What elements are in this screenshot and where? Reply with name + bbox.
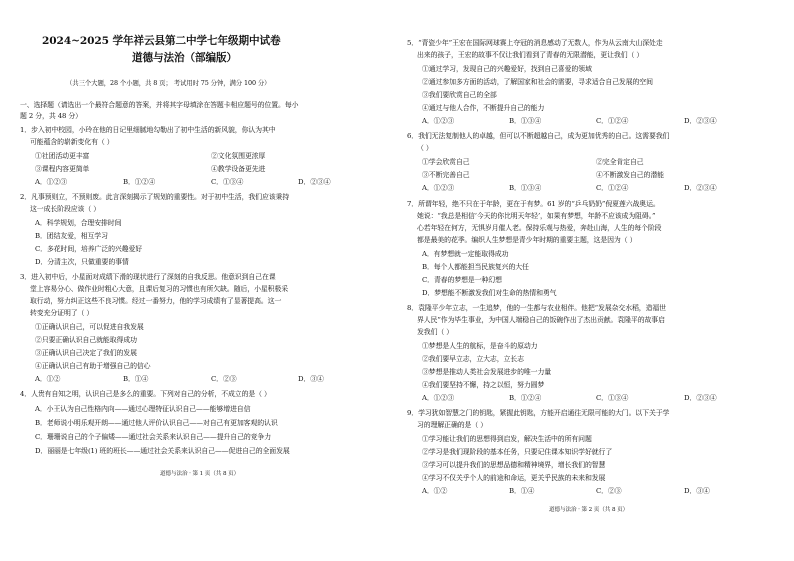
q4-option-b[interactable]: B．老师说小明乐观开朗——通过他人评价认识自己——对自己有更加客观的认识 (35, 419, 278, 427)
q5-option-a[interactable]: A．①②③ (422, 117, 455, 125)
q7-stem: 她说：“我总是相信‘今天的你比明天年轻’，如果有梦想，年龄不应该成为阻碍。” (417, 212, 656, 220)
exam-meta: （共三个大题，28 个小题，共 8 页； 考试用时 75 分钟，满分 100 分） (66, 79, 271, 87)
q1-option-a[interactable]: A．①②③ (35, 178, 68, 186)
q3-stem: 取行动，努力纠正这些不良习惯。经过一番努力，他的学习成绩有了显著提高。这一 (30, 297, 282, 305)
q4-option-d[interactable]: D．丽丽是七年级(1) 班的班长——通过社会关系来认识自己——促进自己的全面发展 (35, 447, 290, 455)
q3-option-b[interactable]: B．①④ (123, 375, 149, 383)
q1-statement: ②文化氛围更浓厚 (211, 152, 266, 160)
q8-stem: 发我们（ ） (417, 328, 454, 336)
section-1-heading-cont: 题 2 分，共 48 分） (20, 112, 82, 120)
q5-option-d[interactable]: D．②③④ (684, 117, 717, 125)
q6-statement: ③不断完善自己 (422, 171, 470, 179)
q1-option-b[interactable]: B．①②④ (123, 178, 156, 186)
q9-statement: ④学习不仅关乎个人的前途和命运，更关乎民族的未来和发展 (422, 474, 606, 482)
q2-stem: 2．凡事预则立，不预则废。此言深刻揭示了规划的重要性。对于初中生活，我们应该秉持 (20, 193, 290, 201)
q5-statement: ③我们要欣赏自己的全部 (422, 91, 497, 99)
exam-subtitle: 道德与法治（部编版） (132, 52, 237, 64)
q7-option-d[interactable]: D．梦想能不断激发我们对生命的热情和勇气 (422, 289, 557, 297)
q2-option-a[interactable]: A．科学规划，合理安排时间 (35, 219, 122, 227)
q7-stem: 心若年轻在何方，无惧岁月催人老。保持乐观与热爱，奔赴山海，人生的每个阶段 (417, 224, 662, 232)
q6-statement: ②完全肯定自己 (596, 158, 644, 166)
q7-stem: 都是最美的花季。编织人生梦想是青少年时期的重要主题，这是因为（ ） (417, 236, 637, 244)
q7-option-b[interactable]: B．每个人都能担当民族复兴的大任 (422, 263, 529, 271)
page-footer: 道德与法治 · 第 1 页（共 8 页） (160, 471, 240, 477)
q3-statement: ①正确认识自己，可以促进自我发展 (35, 323, 144, 331)
q6-statement: ①学会欣赏自己 (422, 158, 470, 166)
q9-statement: ③学习可以提升我们的思想品德和精神境界，增长我们的智慧 (422, 461, 606, 469)
q8-stem: 界人民”作为毕生事业，为中国人端稳自己的饭碗作出了杰出贡献。袁隆平的故事启 (417, 316, 665, 324)
q8-option-a[interactable]: A．①②③ (422, 394, 455, 402)
q1-stem: 可能蕴含的崭新变化有（ ） (30, 138, 114, 146)
q8-statement: ①梦想是人生的航标，是奋斗的原动力 (422, 342, 538, 350)
q8-option-b[interactable]: B．①②④ (509, 394, 542, 402)
q6-stem: （ ） (417, 144, 433, 152)
q8-option-c[interactable]: C．①③④ (596, 394, 629, 402)
q3-option-c[interactable]: C．②③ (211, 375, 237, 383)
q3-statement: ③正确认识自己决定了我们的发展 (35, 349, 137, 357)
page-footer: 道德与法治 · 第 2 页（共 8 页） (549, 507, 629, 513)
q3-statement: ④正确认识自己有助于增强自己的信心 (35, 362, 151, 370)
q3-stem: 转变充分证明了（ ） (30, 309, 94, 317)
q3-stem: 3．进入初中后，小星面对成绩下滑的现状进行了深刻的自我反思。他意识到自己在课 (20, 273, 276, 281)
q9-stem: 习的理解正确的是（ ） (417, 421, 487, 429)
q5-stem: 5．“青瓷少年”王宏在国际网球赛上夺冠的消息感动了无数人，作为从云南大山深处走 (407, 39, 663, 47)
q5-stem: 出来的孩子，王宏的故事不仅让我们看到了青春的无限潜能，更让我们（ ） (417, 51, 644, 59)
q6-option-d[interactable]: D．②③④ (684, 184, 717, 192)
q8-stem: 8．袁隆平少年立志，一生追梦，他的一生都与农业相伴。他把“发展杂交水稻，造福世 (407, 304, 666, 312)
q2-option-b[interactable]: B．团结友爱，相互学习 (35, 232, 108, 240)
q4-option-c[interactable]: C．珊珊说自己的个子偏矮——通过社会关系来认识自己——提升自己的竞争力 (35, 433, 272, 441)
q5-statement: ①通过学习，发现自己的兴趣爱好，找到自己喜爱的领域 (422, 65, 592, 73)
q4-stem: 4．人贵有自知之明，认识自己是多么的重要。下列对自己的分析，不成立的是（ ） (20, 390, 271, 398)
q1-statement: ④教学设备更先进 (211, 165, 266, 173)
q6-option-c[interactable]: C．①②④ (596, 184, 629, 192)
q3-option-a[interactable]: A．①② (35, 375, 61, 383)
q2-option-c[interactable]: C．多花时间，培养广泛的兴趣爱好 (35, 245, 143, 253)
exam-page-2 (397, 0, 794, 561)
q7-option-c[interactable]: C．青春的梦想是一种幻想 (422, 276, 502, 284)
q1-option-d[interactable]: D．②③④ (298, 178, 331, 186)
q9-statement: ①学习能让我们的思想得到启发，解决生活中的所有问题 (422, 435, 592, 443)
q1-statement: ①社团活动更丰富 (35, 152, 90, 160)
q7-option-a[interactable]: A．有梦想就一定能取得成功 (422, 250, 509, 258)
q5-option-b[interactable]: B．①③④ (509, 117, 542, 125)
q8-statement: ③梦想是推动人类社会发展进步的唯一力量 (422, 368, 552, 376)
q5-statement: ②通过参加多方面的活动，了解国家和社会的需要，寻求适合自己发展的空间 (422, 78, 653, 86)
q8-statement: ④我们要坚持不懈，持之以恒，努力圆梦 (422, 381, 545, 389)
section-1-heading: 一、选择题（请选出一个最符合题意的答案，并将其字母填涂在答题卡相应题号的位置。每小 (20, 101, 299, 109)
q9-option-a[interactable]: A．①② (422, 487, 448, 495)
q6-option-b[interactable]: B．①③④ (509, 184, 542, 192)
q1-stem: 1．步入初中校园，小玲在他的日记里细腻地勾勒出了初中生活的新风貌，你认为其中 (20, 126, 276, 134)
q5-option-c[interactable]: C．①②④ (596, 117, 629, 125)
q9-option-c[interactable]: C．②③ (596, 487, 622, 495)
q6-statement: ④不断激发自己的潜能 (596, 171, 664, 179)
exam-title: 2024~2025 学年祥云县第二中学七年级期中试卷 (42, 35, 281, 47)
q9-stem: 9．学习犹如智慧之门的钥匙，紧握此钥匙，方能开启通往无限可能的大门。以下关于学 (407, 409, 670, 417)
q2-option-d[interactable]: D．分清主次，只做重要的事情 (35, 258, 129, 266)
q8-statement: ②我们要早立志，立大志，立长志 (422, 355, 524, 363)
q1-statement: ③课程内容更简单 (35, 165, 90, 173)
q7-stem: 7．所谓年轻，绝不只在于年龄，更在于有梦。61 岁的“乒乓奶奶”倪夏莲六战奥运。 (407, 200, 660, 208)
q6-stem: 6．我们无法复制他人的卓越，但可以不断超越自己，成为更加优秀的自己。这需要我们 (407, 132, 670, 140)
q1-option-c[interactable]: C．①③④ (211, 178, 244, 186)
q9-option-b[interactable]: B．①④ (509, 487, 535, 495)
q2-stem: 这一成长阶段应该（ ） (30, 205, 100, 213)
q8-option-d[interactable]: D．②③④ (684, 394, 717, 402)
q3-stem: 堂上容易分心、做作业时粗心大意，且课后复习的习惯也有所欠缺。随后，小星积极采 (30, 285, 289, 293)
q9-option-d[interactable]: D．③④ (684, 487, 710, 495)
q3-statement: ②只要正确认识自己就能取得成功 (35, 336, 137, 344)
q3-option-d[interactable]: D．③④ (298, 375, 324, 383)
q6-option-a[interactable]: A．①②③ (422, 184, 455, 192)
q5-statement: ④通过与他人合作，不断提升自己的能力 (422, 104, 545, 112)
q9-statement: ②学习是我们现阶段的基本任务，只要记住课本知识学好就行了 (422, 448, 613, 456)
q4-option-a[interactable]: A．小王认为自己性格内向——通过心理特征认识自己——能够增进自信 (35, 405, 251, 413)
